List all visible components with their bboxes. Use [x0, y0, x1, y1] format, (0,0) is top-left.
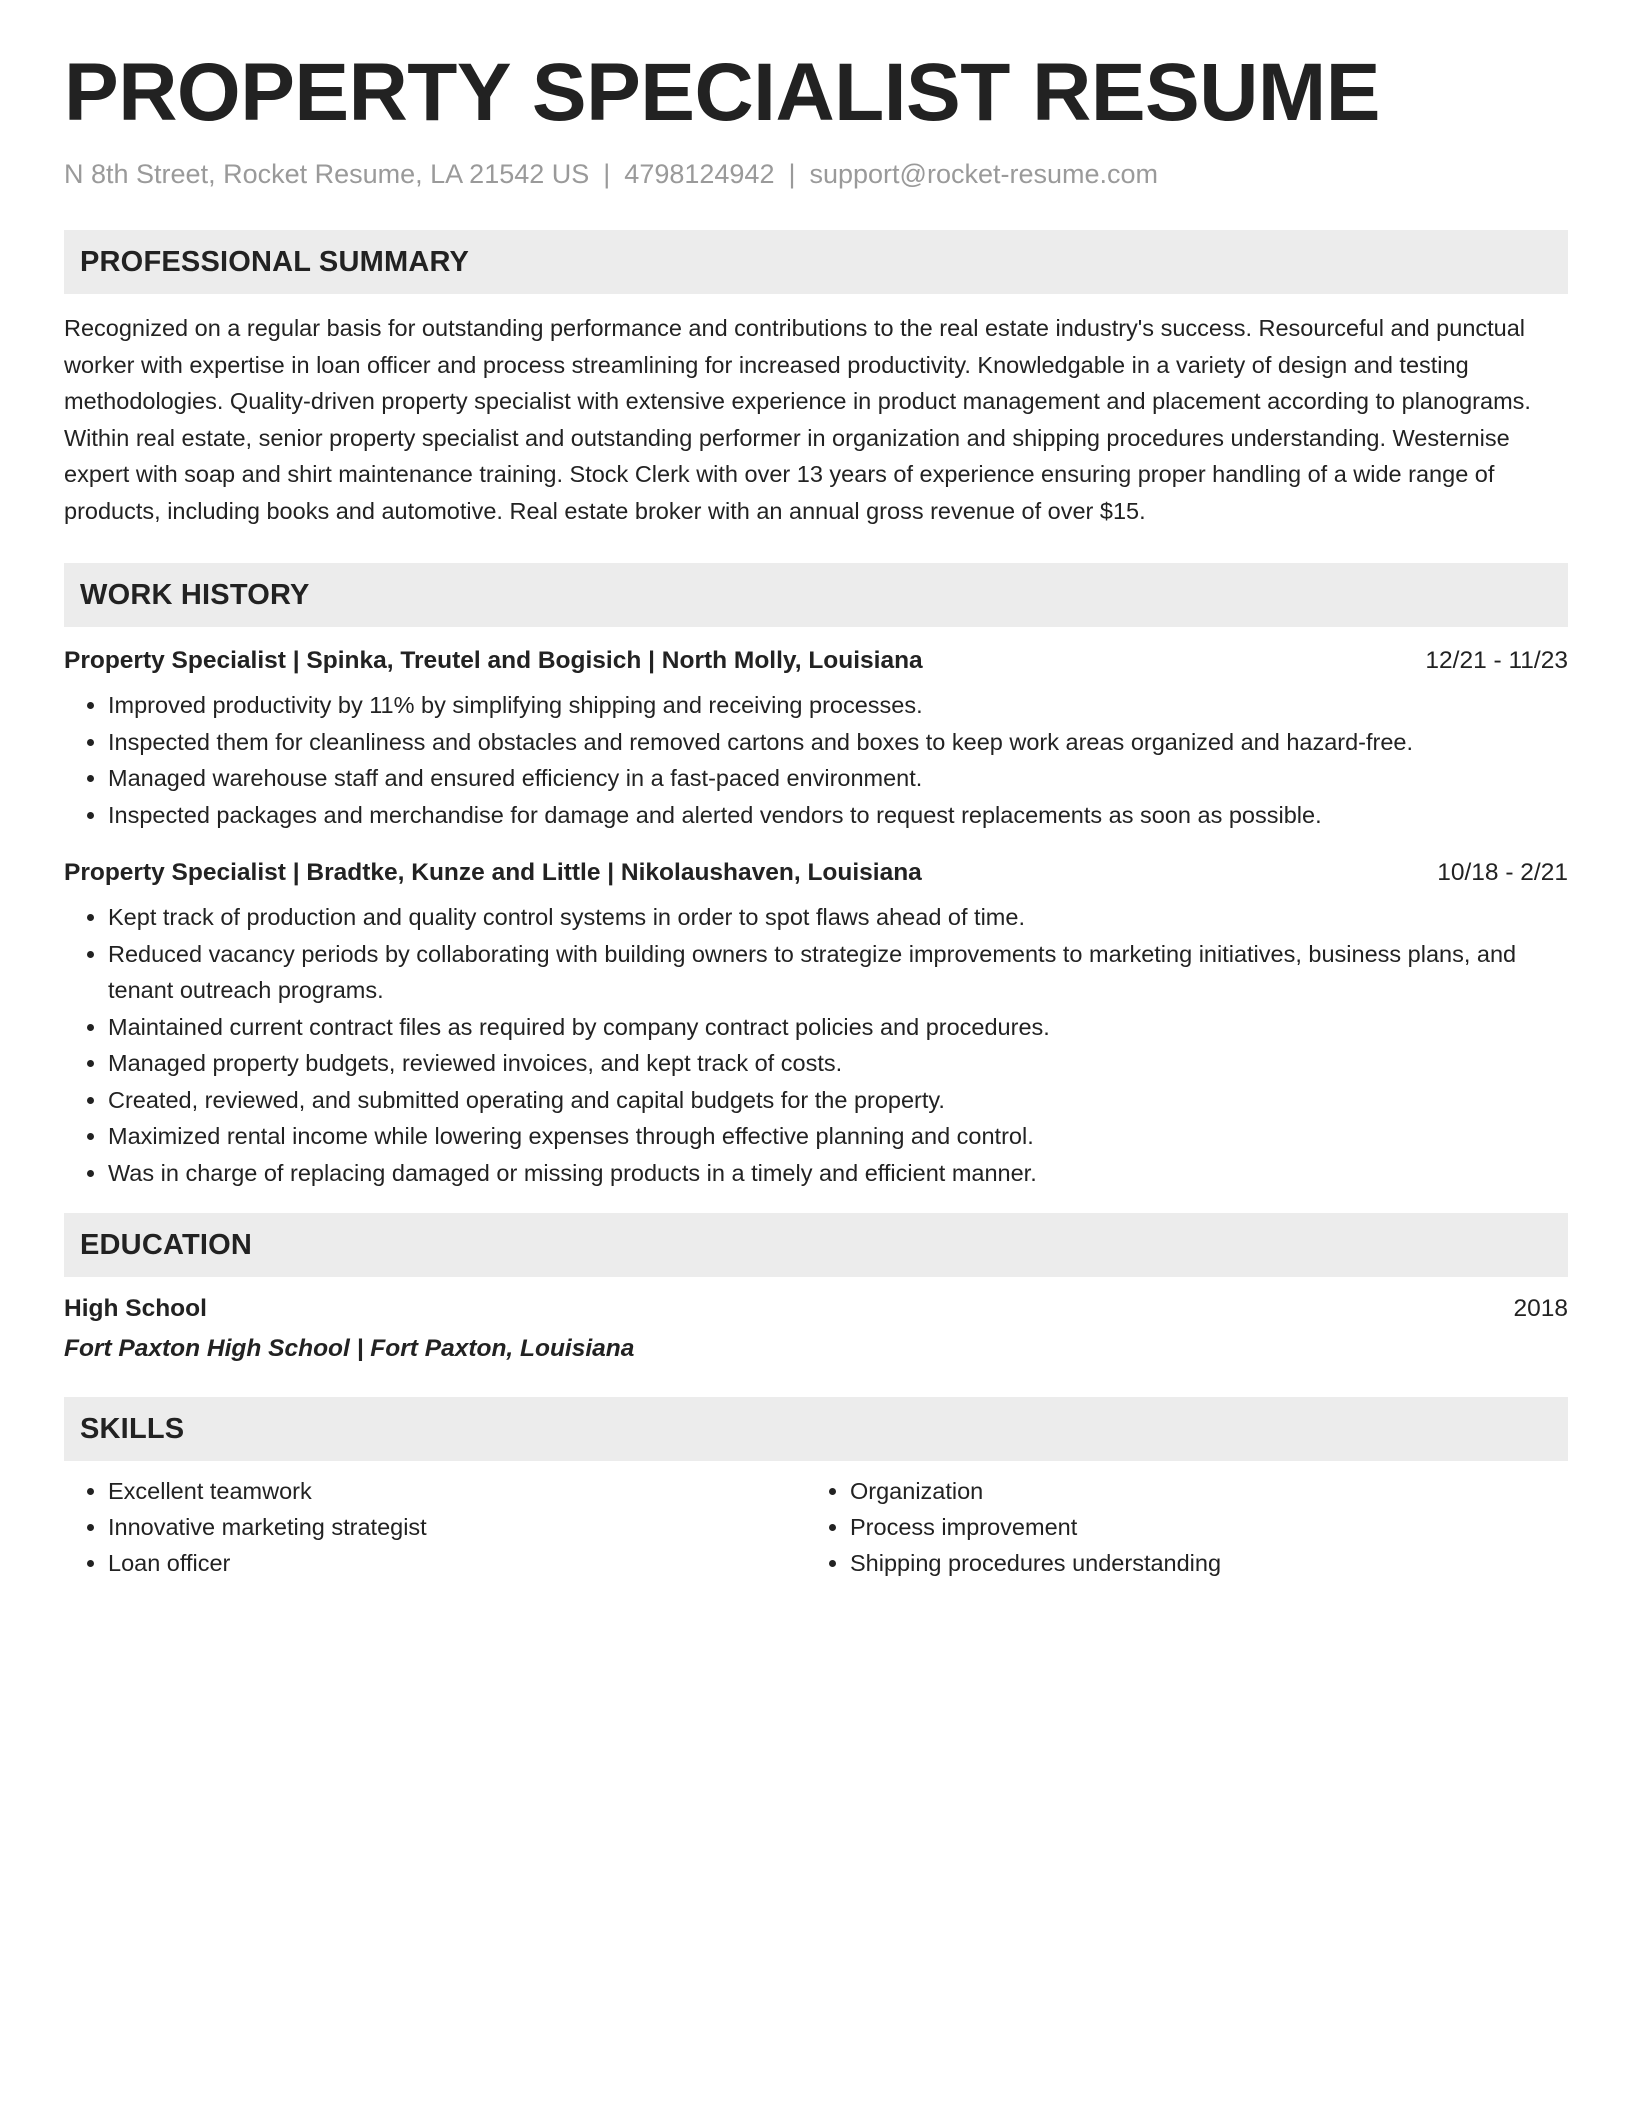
job-bullet: • Was in charge of replacing damaged or missing products in a timely and efficient manner. [108, 1155, 1568, 1192]
education-year: 2018 [1513, 1295, 1568, 1323]
contact-separator: | [603, 159, 611, 189]
education-school: Fort Paxton High School | Fort Paxton, Louisiana [64, 1335, 635, 1363]
skills-column-left [64, 1473, 806, 1581]
skill-item: • Organization [850, 1473, 1548, 1509]
contact-line [64, 158, 1568, 190]
section-header-summary: PROFESSIONAL SUMMARY [64, 230, 1568, 294]
job-title: Property Specialist | Bradtke, Kunze and Little | Nikolaushaven, Louisiana [64, 859, 922, 887]
skill-item: • Excellent teamwork [108, 1473, 806, 1509]
summary-text: Recognized on a regular basis for outstanding performance and contributions to the real estate industry's success. Resourceful and punctual worker with expertise in loan officer and process streamlining for increased productivity. Knowledgable in a variety of design and testing methodologies. Quality-driven property specialist with extensive experience in product management and placement according to planograms. Within real estate, senior property specialist and outstanding performer in organization and shipping procedures understanding. Westernise expert with soap and shirt maintenance training. Stock Clerk with over 13 years of experience ensuring proper handling of a wide range of products, including books and automotive. Real estate broker with an annual gross revenue of over $15. [64, 315, 1531, 524]
job-dates: 12/21 - 11/23 [1425, 647, 1568, 675]
job-bullet: • Reduced vacancy periods by collaborating with building owners to strategize improvements to marketing initiatives, business plans, and tenant outreach programs. [108, 936, 1568, 1009]
resume-page [64, 47, 1568, 1581]
skills-column-right [806, 1473, 1548, 1581]
skill-item: • Loan officer [108, 1545, 806, 1581]
job-bullet: • Kept track of production and quality control systems in order to spot flaws ahead of time. [108, 899, 1568, 936]
education-degree: High School [64, 1295, 207, 1323]
contact-email: support@rocket-resume.com [809, 159, 1159, 189]
job-bullet: • Created, reviewed, and submitted operating and capital budgets for the property. [108, 1082, 1568, 1119]
education-entry [64, 1293, 1568, 1365]
job-header [64, 857, 1568, 889]
job-entry [64, 645, 1568, 833]
section-header-education: EDUCATION [64, 1213, 1568, 1277]
job-title: Property Specialist | Spinka, Treutel and Bogisich | North Molly, Louisiana [64, 647, 923, 675]
contact-separator: | [788, 159, 796, 189]
contact-address: N 8th Street, Rocket Resume, LA 21542 US [64, 159, 590, 189]
resume-title: PROPERTY SPECIALIST RESUME [64, 47, 1380, 138]
contact-phone: 4798124942 [624, 159, 775, 189]
skills-list [64, 1473, 1568, 1581]
job-bullet: • Inspected them for cleanliness and obstacles and removed cartons and boxes to keep work areas organized and hazard-free. [108, 724, 1568, 761]
skill-item: • Innovative marketing strategist [108, 1509, 806, 1545]
job-entry [64, 857, 1568, 1191]
job-bullet: • Inspected packages and merchandise for damage and alerted vendors to request replacements as soon as possible. [108, 797, 1568, 834]
education-header [64, 1293, 1568, 1325]
section-header-skills: SKILLS [64, 1397, 1568, 1461]
job-bullet: • Managed property budgets, reviewed invoices, and kept track of costs. [108, 1045, 1568, 1082]
section-header-work-history: WORK HISTORY [64, 563, 1568, 627]
job-bullet: • Maintained current contract files as required by company contract policies and procedures. [108, 1009, 1568, 1046]
job-bullets [64, 899, 1568, 1191]
job-bullets [64, 687, 1568, 833]
skill-item: • Process improvement [850, 1509, 1548, 1545]
job-dates: 10/18 - 2/21 [1437, 859, 1568, 887]
job-bullet: • Maximized rental income while lowering expenses through effective planning and control. [108, 1118, 1568, 1155]
job-bullet: • Managed warehouse staff and ensured efficiency in a fast-paced environment. [108, 760, 1568, 797]
job-bullet: • Improved productivity by 11% by simplifying shipping and receiving processes. [108, 687, 1568, 724]
skill-item: • Shipping procedures understanding [850, 1545, 1548, 1581]
job-header [64, 645, 1568, 677]
